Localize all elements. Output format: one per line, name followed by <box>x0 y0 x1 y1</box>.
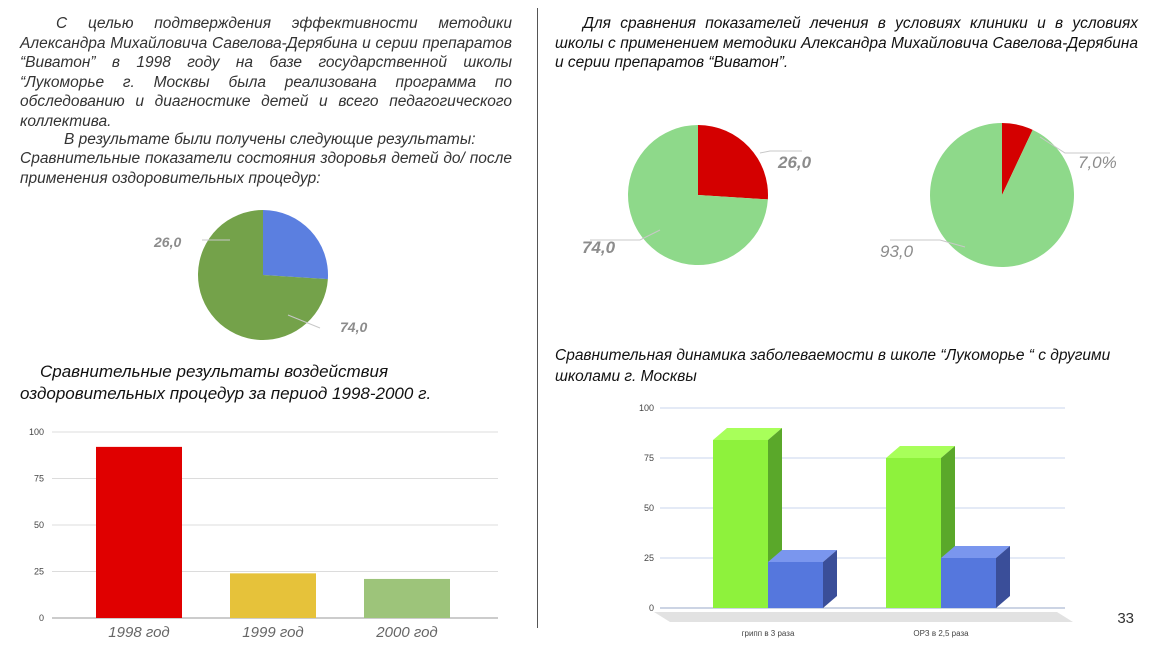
y-tick-label: 25 <box>643 553 654 563</box>
bar-1-1 <box>941 546 1010 608</box>
x-category-label: 1999 год <box>242 624 304 641</box>
bar-chart-morbidity <box>620 398 1080 648</box>
y-tick-label: 75 <box>33 473 44 484</box>
pie-label-clinic-74: 74,0 <box>582 238 616 257</box>
y-tick-label: 0 <box>38 613 44 623</box>
pie-label-74: 74,0 <box>340 319 368 335</box>
x-category-label: ОРЗ в 2,5 раза <box>913 629 969 638</box>
x-category-label: грипп в 3 раза <box>741 629 795 638</box>
column-divider <box>537 8 538 628</box>
y-tick-label: 100 <box>638 403 654 413</box>
intro-paragraph: С целью подтверждения эффективности методики Александра Михайловича Савелова-Дерябина и серии препаратов “Виватон” в 1998 году на базе государственной школы “Лукоморье г. Москвы была реализована программа по обследованию и диагностике детей и всего педагогического коллектива. <box>20 15 512 130</box>
pie-label-school-7: 7,0% <box>1078 153 1117 172</box>
x-category-label: 2000 год <box>376 624 438 641</box>
bar-chart-years <box>0 420 520 650</box>
bar-0 <box>96 447 182 618</box>
y-tick-label: 50 <box>33 520 44 530</box>
left-bar-heading: Сравнительные результаты воздействия оздоровительных процедур за период 1998-2000 г. <box>20 362 432 403</box>
pie-chart-school <box>870 115 1150 275</box>
y-tick-label: 50 <box>643 503 654 513</box>
pie-label-26: 26,0 <box>154 234 182 250</box>
bar-0-1 <box>768 550 837 608</box>
y-tick-label: 75 <box>643 453 654 463</box>
y-tick-label: 25 <box>33 566 44 577</box>
pie-label-school-93: 93,0 <box>880 242 914 261</box>
right-top-heading: Для сравнения показателей лечения в условиях клиники и в условиях школы с применением методики Александра Михайловича Савелова-Дерябина и серии препаратов “Виватон”. <box>555 15 1138 71</box>
pie-chart-health <box>120 195 420 345</box>
pie-chart-clinic <box>570 115 830 275</box>
bar-1 <box>230 573 316 618</box>
results-line: В результате были получены следующие результаты: <box>64 131 476 148</box>
page-number: 33 <box>1117 610 1134 627</box>
x-category-label: 1998 год <box>108 624 170 641</box>
y-tick-label: 100 <box>28 427 44 437</box>
pie-slice-0 <box>698 125 768 199</box>
right-bar-heading: Сравнительная динамика заболеваемости в школе “Лукоморье “ с другими школами г. Москвы <box>555 347 1111 385</box>
y-tick-label: 0 <box>648 603 654 613</box>
pie-caption: Сравнительные показатели состояния здоровья детей до/ после применения оздоровительных процедур: <box>20 150 512 187</box>
chart-floor <box>654 612 1073 622</box>
pie-label-clinic-26: 26,0 <box>778 153 812 172</box>
pie-slice-0 <box>263 210 328 279</box>
bar-2 <box>364 579 450 618</box>
